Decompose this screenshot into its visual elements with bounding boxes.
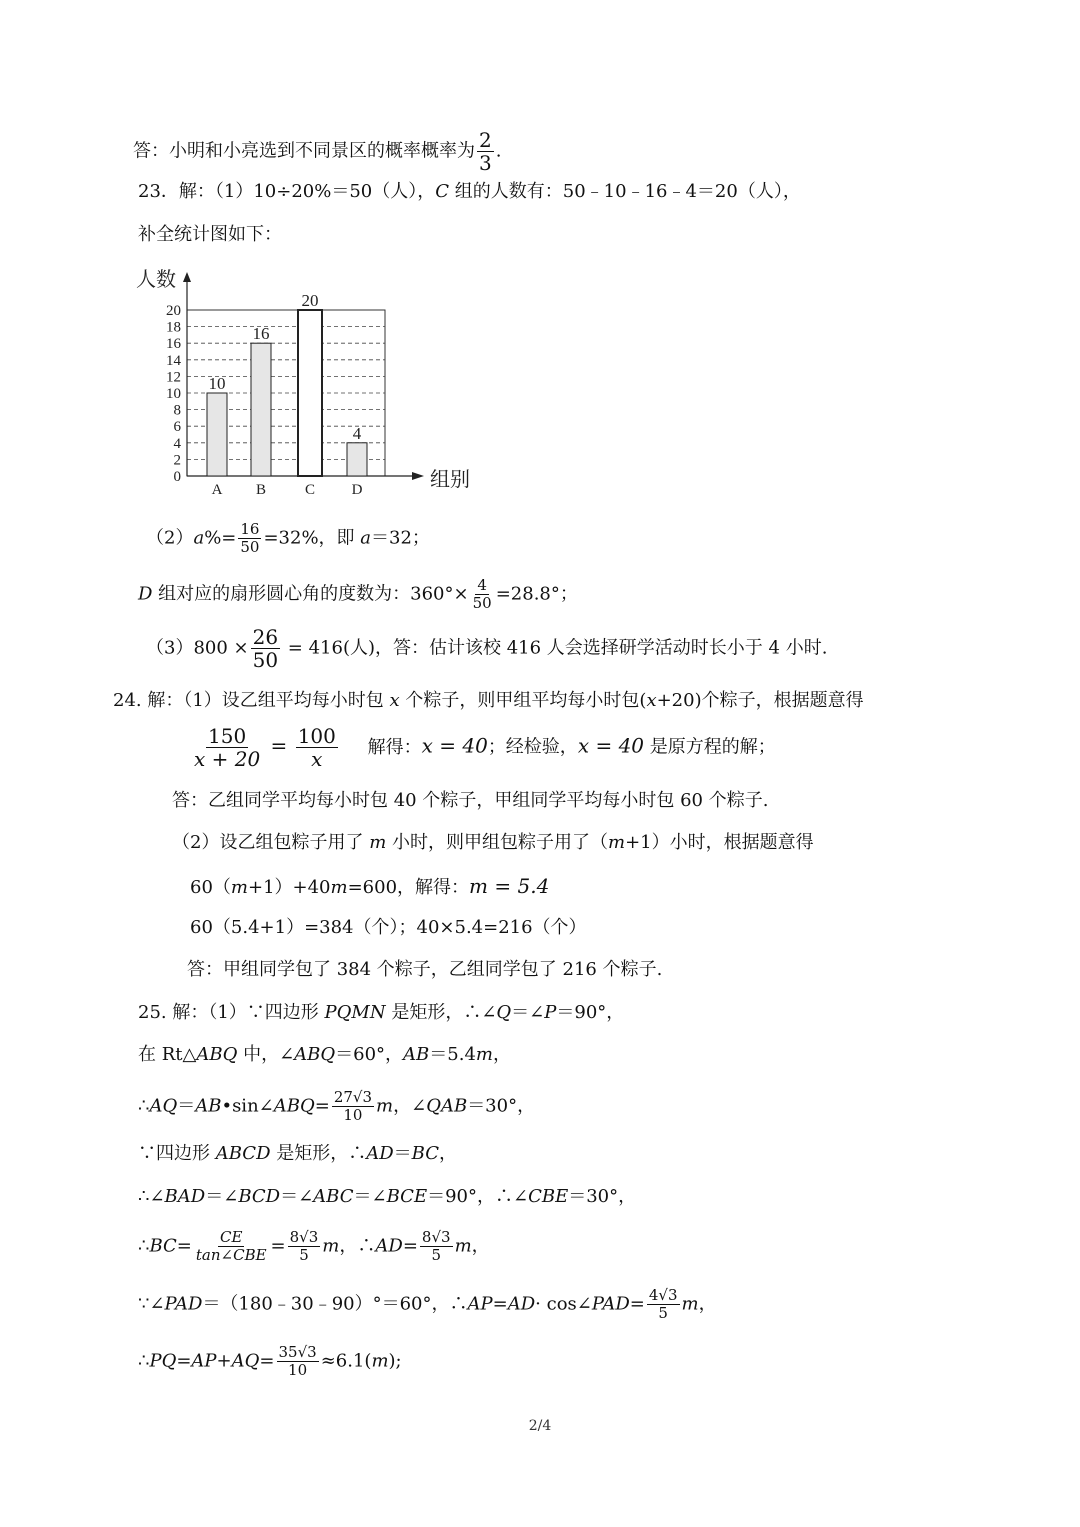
y-tick-10: 10 bbox=[166, 386, 181, 402]
y-tick-18: 18 bbox=[166, 319, 181, 336]
q25-part1: 25. 解：（1）∵四边形 PQMN 是矩形，∴∠Q＝∠P＝90°， bbox=[138, 1002, 625, 1023]
y-tick-16: 16 bbox=[166, 336, 181, 353]
fraction-2-3: $\frac{2}{3}$ bbox=[479, 128, 492, 175]
bar-value-B: 16 bbox=[252, 324, 270, 344]
q23-part1: 23．解：（1）10÷20%＝50（人），C 组的人数有：50﹣10﹣16﹣4＝20（人）， bbox=[138, 181, 801, 202]
q24-compute: 60（5.4+1）=384（个）；40×5.4=216（个） bbox=[190, 917, 587, 938]
q24-equation2: 60（m+1）+40m=600，解得：m = 5.4 bbox=[190, 874, 550, 898]
x-tick-D: D bbox=[351, 482, 363, 498]
chart-intro: 补全统计图如下： bbox=[138, 224, 282, 245]
q23-part3: （3）800 × $\frac{26}{50}$ = 416(人)，答：估计该校 416 人会选择研学活动时长小于 4 小时. bbox=[146, 625, 828, 672]
q23-angle-line: D 组对应的扇形圆心角的度数为：360°× $\frac{4}{50}$ =28.8°； bbox=[138, 576, 578, 612]
y-tick-4: 4 bbox=[173, 435, 181, 452]
x-tick-A: A bbox=[211, 482, 223, 498]
bar-chart bbox=[132, 262, 492, 502]
q24-equation: $\frac{150}{x + 20}$ = $\frac{100}{x}$ 解得：x = 40；经检验，x = 40 是原方程的解； bbox=[194, 724, 776, 771]
q24-part2: （2）设乙组包粽子用了 m 小时，则甲组包粽子用了（m+1）小时，根据题意得 bbox=[172, 832, 814, 853]
y-tick-6: 6 bbox=[173, 419, 181, 436]
bar-B bbox=[251, 343, 271, 476]
y-tick-0: 0 bbox=[173, 469, 181, 485]
y-tick-20: 20 bbox=[166, 303, 181, 319]
y-tick-8: 8 bbox=[173, 402, 181, 419]
x-tick-B: B bbox=[255, 482, 267, 498]
y-tick-14: 14 bbox=[166, 352, 181, 369]
q25-line4: ∵四边形 ABCD 是矩形，∴AD＝BC， bbox=[138, 1143, 458, 1164]
bar-value-A: 10 bbox=[208, 374, 226, 393]
x-axis-arrow bbox=[412, 472, 424, 480]
q25-line8: ∴PQ=AP+AQ= $\frac{35√3}{10}$ ≈6.1(m); bbox=[138, 1343, 402, 1379]
q25-line2: 在 Rt△ABQ 中，∠ABQ＝60°，AB＝5.4m， bbox=[138, 1044, 511, 1065]
y-axis-title: 人数 bbox=[136, 269, 176, 291]
answer-line-22: 答：小明和小亮选到不同景区的概率概率为 $\frac{2}{3}$ . bbox=[133, 128, 502, 175]
y-tick-2: 2 bbox=[173, 452, 181, 469]
q25-line5: ∴∠BAD＝∠BCD＝∠ABC＝∠BCE＝90°，∴∠CBE＝30°， bbox=[138, 1186, 637, 1207]
q25-line6: ∴BC= $\frac{CE}{\text{tan∠CBE}}$ = $\frac{8√3}{5}$ m，∴AD= $\frac{8√3}{5}$ m， bbox=[138, 1228, 490, 1264]
bar-D bbox=[347, 443, 367, 476]
x-axis-title: 组别 bbox=[430, 469, 470, 491]
q25-line7: ∵∠PAD＝（180﹣30﹣90）°＝60°，∴AP=AD· cos∠PAD= $\frac{4√3}{5}$ m， bbox=[138, 1286, 717, 1322]
y-axis-arrow bbox=[183, 272, 191, 282]
q24-answer1: 答：乙组同学平均每小时包 40 个粽子，甲组同学平均每小时包 60 个粽子. bbox=[172, 790, 769, 811]
q23-part2: （2）a%= $\frac{16}{50}$ =32%，即 a＝32； bbox=[146, 520, 430, 556]
q24-answer2: 答：甲组同学包了 384 个粽子，乙组同学包了 216 个粽子. bbox=[187, 959, 663, 980]
bar-value-D: 4 bbox=[352, 423, 362, 443]
bar-A bbox=[207, 393, 227, 476]
page-number: 2/4 bbox=[528, 1418, 552, 1434]
y-tick-12: 12 bbox=[166, 369, 181, 386]
q25-line3: ∴AQ＝AB•sin∠ABQ= $\frac{27√3}{10}$ m，∠QAB＝30°， bbox=[138, 1088, 536, 1124]
bar-C bbox=[298, 310, 322, 476]
x-tick-C: C bbox=[304, 482, 316, 498]
bar-value-C: 20 bbox=[301, 291, 319, 310]
q24-part1: 24. 解：（1）设乙组平均每小时包 x 个粽子，则甲组平均每小时包(x+20)个粽子，根据题意得 bbox=[113, 690, 864, 711]
